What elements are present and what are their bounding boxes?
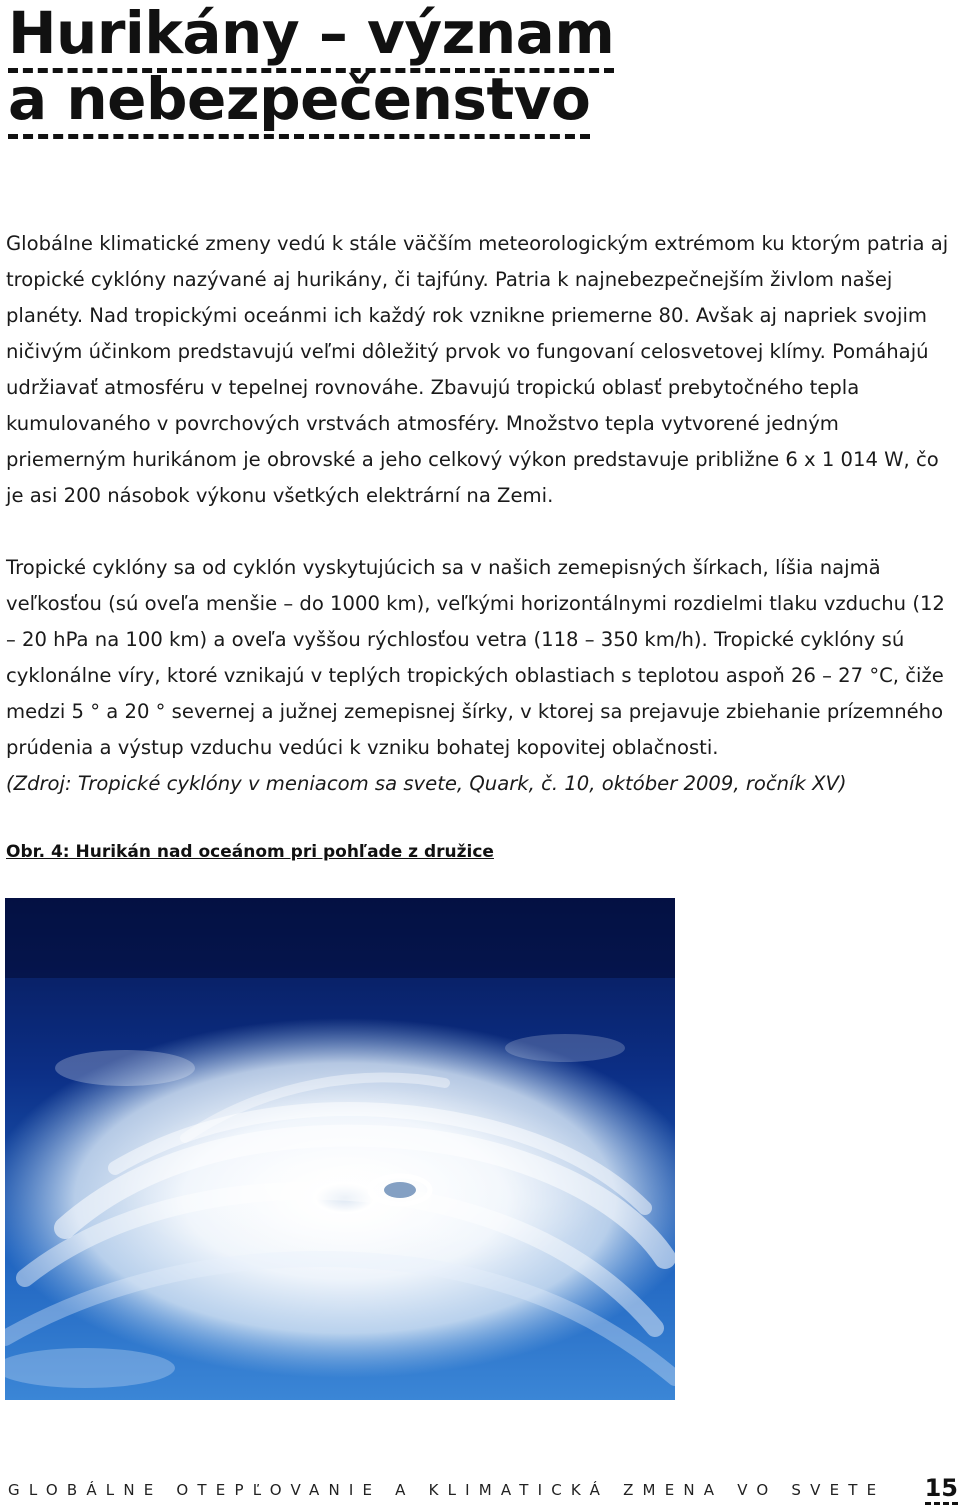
page-title-line-2: a nebezpečenstvo (8, 66, 590, 139)
figure-caption: Obr. 4: Hurikán nad oceánom pri pohľade z družice (6, 842, 494, 862)
paragraph-hurricane-intro (6, 226, 956, 514)
paragraph-cyclone-characteristics (6, 550, 956, 802)
page-title-line-1: Hurikány – význam (8, 0, 614, 73)
paragraph-2-text: Tropické cyklóny sa od cyklón vyskytujúcich sa v našich zemepisných šírkach, líšia najmä veľkosťou (sú oveľa menšie – do 1000 km), veľkými horizontálnymi rozdielmi tlaku vzduchu (12 – 20 hPa na 100 km) a oveľa vyššou rýchlosťou vetra (118 – 350 km/h). Tropické cyklóny sú cyklonálne víry, ktoré vznikajú v teplých tropických oblastiach s teplotou aspoň 26 – 27 °C, čiže medzi 5 ° a 20 ° severnej a južnej zemepisnej šírky, v ktorej sa prejavuje zbiehanie prízemného prúdenia a výstup vzduchu vedúci k vzniku bohatej kopovitej oblačnosti. (6, 556, 945, 759)
source-citation: (Zdroj: Tropické cyklóny v meniacom sa svete, Quark, č. 10, október 2009, ročník XV) (6, 772, 847, 795)
paragraph-1-text: Globálne klimatické zmeny vedú k stále väčším meteorologickým extrémom ku ktorým patria aj tropické cyklóny nazývané aj hurikány, či tajfúny. Patria k najnebezpečnejším živlom našej planéty. Nad tropickými oceánmi ich každý rok vznikne priemerne 80. Avšak aj napriek svojim ničivým účinkom predstavujú veľmi dôležitý prvok vo fungovaní celosvetovej klímy. Pomáhajú udržiavať atmosféru v tepelnej rovnováhe. Zbavujú tropickú oblasť prebytočného tepla kumulovaného v povrchových vrstvách atmosféry. Množstvo tepla vytvorené jedným priemerným hurikánom je obrovské a jeho celkový výkon predstavuje približne 6 x 1 014 W, čo je asi 200 násobok výkonu všetkých elektrární na Zemi. (6, 232, 949, 507)
page-number: 15 (925, 1474, 958, 1505)
hurricane-eye (384, 1182, 416, 1198)
hurricane-satellite-photo (5, 898, 675, 1400)
running-footer-title: GLOBÁLNE OTEPĽOVANIE A KLIMATICKÁ ZMENA VO SVETE (8, 1481, 886, 1499)
